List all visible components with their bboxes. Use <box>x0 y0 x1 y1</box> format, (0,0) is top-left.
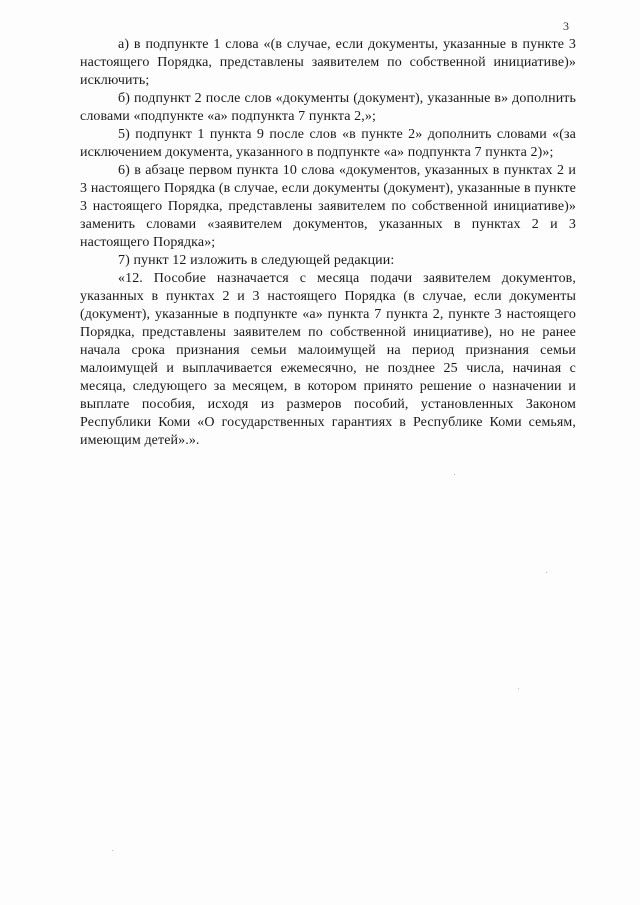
paragraph-amendment-a: а) в подпункте 1 слова «(в случае, если документы, указанные в пункте 3 настоящего Порядка, представлены заявителем по собственной инициативе)» исключить; <box>80 37 576 88</box>
paragraph-amendment-b: б) подпункт 2 после слов «документы (документ), указанные в» дополнить словами «подпункте «а» подпункта 7 пункта 2,»; <box>80 91 576 124</box>
document-body <box>80 36 576 450</box>
paragraph-new-point-12: «12. Пособие назначается с месяца подачи заявителем документов, указанных в пунктах 2 и 3 настоящего Порядка (в случае, если документы (документ), указанные в подпункте «а» пункта 7 пункта 2, пункте 3 настоящего Порядка, представлены заявителем по собственной инициативе), но не ранее начала срока признания семьи малоимущей на период признания семьи малоимущей и выплачивается ежемесячно, не позднее 25 числа, начиная с месяца, следующего за месяцем, в котором принято решение о назначении и выплате пособия, исходя из размеров пособий, установленных Законом Республики Коми «О государственных гарантиях в Республике Коми семьям, имеющим детей».». <box>80 271 576 448</box>
scan-speck <box>518 688 519 689</box>
page-number: 3 <box>563 19 569 33</box>
paragraph-item-5: 5) подпункт 1 пункта 9 после слов «в пункте 2» дополнить словами «(за исключением документа, указанного в подпункте «а» подпункта 7 пункта 2)»; <box>80 127 576 160</box>
scan-speck <box>112 850 113 851</box>
paragraph-item-6: 6) в абзаце первом пункта 10 слова «документов, указанных в пунктах 2 и 3 настоящего Порядка (в случае, если документы (документ), указанные в пункте 3 настоящего Порядка, представлены заявителем по собственной инициативе)» заменить словами «заявителем документов, указанных в пунктах 2 и 3 настоящего Порядка»; <box>80 163 576 250</box>
scan-speck <box>546 572 547 573</box>
scan-speck <box>454 474 455 475</box>
paragraph-item-7: 7) пункт 12 изложить в следующей редакции: <box>118 253 395 268</box>
